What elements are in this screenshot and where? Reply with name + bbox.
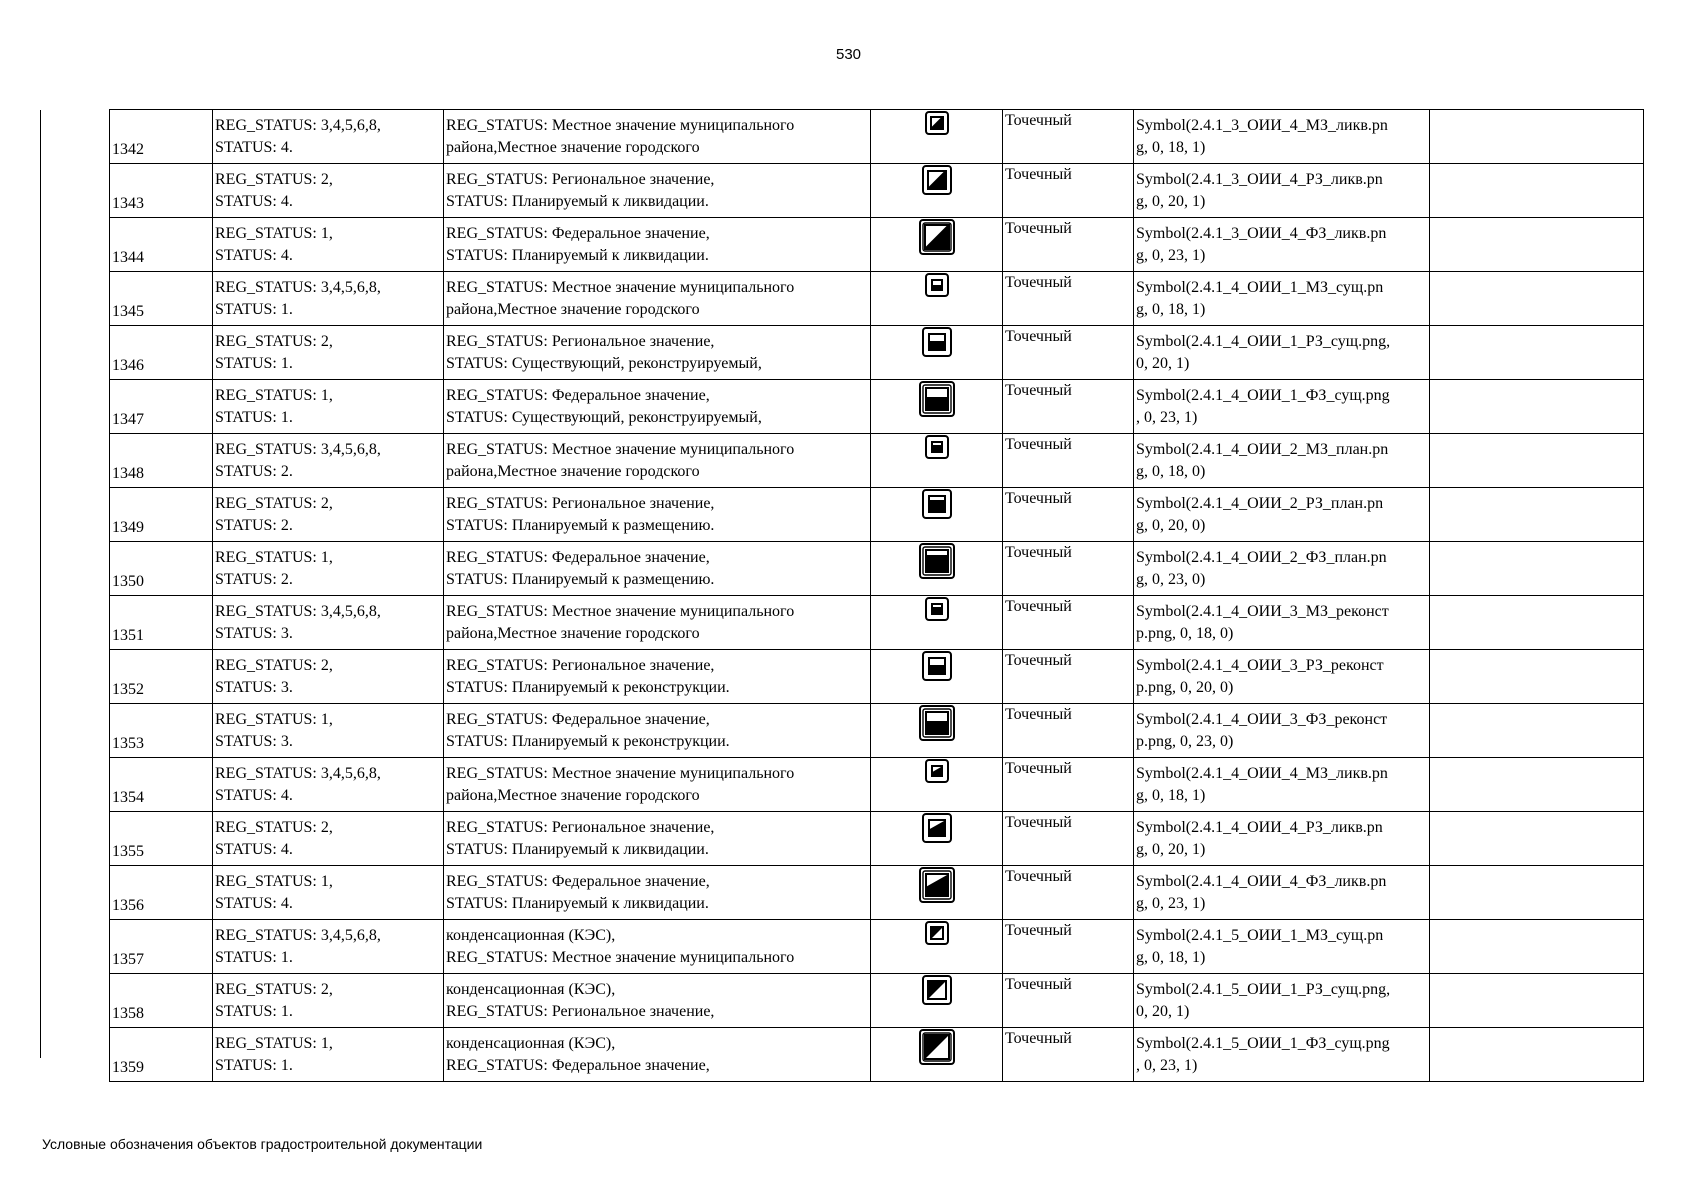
symbol-expression — [1134, 704, 1430, 758]
symbol-line-1: Symbol(2.4.1_4_ОИИ_4_РЗ_ликв.pn — [1136, 819, 1383, 836]
empty-cell — [1430, 218, 1644, 272]
symbol-expression — [1134, 272, 1430, 326]
description-line-1: REG_STATUS: Местное значение муниципального — [446, 279, 795, 296]
symbol-expression — [1134, 110, 1430, 164]
status-code-line-2: STATUS: 4. — [215, 247, 293, 264]
status-description — [444, 1028, 871, 1082]
description-line-1: REG_STATUS: Региональное значение, — [446, 819, 715, 836]
status-description — [444, 704, 871, 758]
symbol-line-1: Symbol(2.4.1_4_ОИИ_3_ФЗ_реконст — [1136, 711, 1388, 728]
symbol-line-1: Symbol(2.4.1_4_ОИИ_1_ФЗ_сущ.png — [1136, 387, 1390, 404]
empty-cell — [1430, 596, 1644, 650]
page-number: 530 — [835, 46, 862, 63]
symbol-line-2: , 0, 23, 1) — [1136, 1057, 1198, 1074]
symbol-line-1: Symbol(2.4.1_4_ОИИ_4_МЗ_ликв.pn — [1136, 765, 1388, 782]
empty-cell — [1430, 758, 1644, 812]
description-line-2: STATUS: Существующий, реконструируемый, — [446, 355, 762, 372]
square-diagonal-small-icon — [871, 110, 1003, 164]
status-description — [444, 218, 871, 272]
status-code-line-2: STATUS: 3. — [215, 733, 293, 750]
square-filled-large-icon — [871, 542, 1003, 596]
symbol-line-1: Symbol(2.4.1_5_ОИИ_1_МЗ_сущ.pn — [1136, 927, 1384, 944]
description-line-1: REG_STATUS: Местное значение муниципального — [446, 603, 795, 620]
table-row — [110, 596, 1644, 650]
symbol-line-2: р.png, 0, 20, 0) — [1136, 679, 1234, 696]
status-description — [444, 434, 871, 488]
symbol-line-2: 0, 20, 1) — [1136, 1003, 1190, 1020]
status-code-line-1: REG_STATUS: 2, — [215, 495, 333, 512]
symbol-expression — [1134, 488, 1430, 542]
symbol-line-1: Symbol(2.4.1_4_ОИИ_2_МЗ_план.pn — [1136, 441, 1389, 458]
square-half-triangle-large-icon — [871, 1028, 1003, 1082]
status-code-line-1: REG_STATUS: 1, — [215, 549, 333, 566]
symbol-expression — [1134, 650, 1430, 704]
square-filled-small-icon — [871, 596, 1003, 650]
symbol-expression — [1134, 218, 1430, 272]
status-codes — [213, 974, 444, 1028]
status-codes — [213, 542, 444, 596]
status-code-line-2: STATUS: 2. — [215, 463, 293, 480]
table-row — [110, 380, 1644, 434]
status-codes — [213, 488, 444, 542]
square-filled-band-large-icon — [871, 380, 1003, 434]
description-line-2: STATUS: Планируемый к реконструкции. — [446, 679, 730, 696]
status-codes — [213, 758, 444, 812]
empty-cell — [1430, 164, 1644, 218]
table-row — [110, 920, 1644, 974]
row-id: 1351 — [110, 596, 213, 650]
geometry-type: Точечный — [1003, 110, 1134, 164]
status-description — [444, 380, 871, 434]
symbol-line-1: Symbol(2.4.1_4_ОИИ_1_РЗ_сущ.png, — [1136, 333, 1391, 350]
square-filled-diagonal-small-icon — [871, 758, 1003, 812]
table-row — [110, 542, 1644, 596]
square-filled-band-medium-icon — [871, 650, 1003, 704]
empty-cell — [1430, 326, 1644, 380]
row-id: 1346 — [110, 326, 213, 380]
description-line-2: STATUS: Планируемый к ликвидации. — [446, 193, 709, 210]
symbol-expression — [1134, 1028, 1430, 1082]
status-code-line-1: REG_STATUS: 3,4,5,6,8, — [215, 765, 381, 782]
status-codes — [213, 866, 444, 920]
description-line-2: района,Местное значение городского — [446, 301, 700, 318]
symbol-expression — [1134, 164, 1430, 218]
symbol-expression — [1134, 920, 1430, 974]
status-code-line-2: STATUS: 2. — [215, 571, 293, 588]
geometry-type: Точечный — [1003, 164, 1134, 218]
square-filled-small-icon — [871, 434, 1003, 488]
status-code-line-1: REG_STATUS: 1, — [215, 387, 333, 404]
status-code-line-2: STATUS: 3. — [215, 679, 293, 696]
row-id: 1354 — [110, 758, 213, 812]
empty-cell — [1430, 812, 1644, 866]
description-line-2: района,Местное значение городского — [446, 787, 700, 804]
status-description — [444, 650, 871, 704]
symbol-line-2: g, 0, 20, 1) — [1136, 193, 1206, 210]
geometry-type: Точечный — [1003, 1028, 1134, 1082]
empty-cell — [1430, 380, 1644, 434]
row-id: 1344 — [110, 218, 213, 272]
square-diagonal-medium-icon — [871, 164, 1003, 218]
row-id: 1356 — [110, 866, 213, 920]
status-code-line-1: REG_STATUS: 1, — [215, 1035, 333, 1052]
symbol-line-1: Symbol(2.4.1_4_ОИИ_3_РЗ_реконст — [1136, 657, 1384, 674]
description-line-1: REG_STATUS: Местное значение муниципального — [446, 765, 795, 782]
description-line-1: REG_STATUS: Федеральное значение, — [446, 711, 710, 728]
status-code-line-2: STATUS: 1. — [215, 355, 293, 372]
symbol-expression — [1134, 866, 1430, 920]
symbol-line-1: Symbol(2.4.1_4_ОИИ_2_РЗ_план.pn — [1136, 495, 1384, 512]
status-code-line-1: REG_STATUS: 1, — [215, 225, 333, 242]
symbol-line-1: Symbol(2.4.1_4_ОИИ_2_ФЗ_план.pn — [1136, 549, 1387, 566]
symbol-line-2: g, 0, 23, 0) — [1136, 571, 1206, 588]
symbol-expression — [1134, 434, 1430, 488]
row-id: 1347 — [110, 380, 213, 434]
status-code-line-2: STATUS: 1. — [215, 1057, 293, 1074]
symbol-expression — [1134, 326, 1430, 380]
description-line-1: REG_STATUS: Федеральное значение, — [446, 387, 710, 404]
status-description — [444, 974, 871, 1028]
status-codes — [213, 272, 444, 326]
geometry-type: Точечный — [1003, 326, 1134, 380]
table-row — [110, 272, 1644, 326]
empty-cell — [1430, 866, 1644, 920]
description-line-1: конденсационная (КЭС), — [446, 981, 616, 998]
geometry-type: Точечный — [1003, 704, 1134, 758]
status-codes — [213, 650, 444, 704]
empty-cell — [1430, 542, 1644, 596]
geometry-type: Точечный — [1003, 596, 1134, 650]
description-line-2: STATUS: Планируемый к ликвидации. — [446, 247, 709, 264]
row-id: 1357 — [110, 920, 213, 974]
description-line-2: REG_STATUS: Федеральное значение, — [446, 1057, 710, 1074]
geometry-type: Точечный — [1003, 974, 1134, 1028]
symbol-line-2: g, 0, 23, 1) — [1136, 247, 1206, 264]
square-filled-band-small-icon — [871, 272, 1003, 326]
description-line-1: REG_STATUS: Федеральное значение, — [446, 225, 710, 242]
status-code-line-1: REG_STATUS: 1, — [215, 711, 333, 728]
square-half-triangle-medium-icon — [871, 974, 1003, 1028]
symbol-expression — [1134, 596, 1430, 650]
geometry-type: Точечный — [1003, 650, 1134, 704]
status-code-line-1: REG_STATUS: 3,4,5,6,8, — [215, 279, 381, 296]
empty-cell — [1430, 1028, 1644, 1082]
table-row — [110, 974, 1644, 1028]
row-id: 1352 — [110, 650, 213, 704]
status-code-line-2: STATUS: 4. — [215, 193, 293, 210]
status-codes — [213, 1028, 444, 1082]
symbol-line-1: Symbol(2.4.1_4_ОИИ_3_МЗ_реконст — [1136, 603, 1389, 620]
status-code-line-1: REG_STATUS: 3,4,5,6,8, — [215, 927, 381, 944]
geometry-type: Точечный — [1003, 272, 1134, 326]
symbol-line-2: 0, 20, 1) — [1136, 355, 1190, 372]
description-line-2: STATUS: Планируемый к реконструкции. — [446, 733, 730, 750]
status-code-line-1: REG_STATUS: 3,4,5,6,8, — [215, 117, 381, 134]
symbol-line-2: g, 0, 18, 1) — [1136, 949, 1206, 966]
empty-cell — [1430, 272, 1644, 326]
table-row — [110, 812, 1644, 866]
empty-cell — [1430, 974, 1644, 1028]
status-description — [444, 272, 871, 326]
description-line-2: REG_STATUS: Местное значение муниципального — [446, 949, 795, 966]
status-code-line-2: STATUS: 2. — [215, 517, 293, 534]
status-code-line-1: REG_STATUS: 2, — [215, 819, 333, 836]
status-code-line-2: STATUS: 4. — [215, 841, 293, 858]
symbol-line-1: Symbol(2.4.1_3_ОИИ_4_РЗ_ликв.pn — [1136, 171, 1383, 188]
table-row — [110, 866, 1644, 920]
status-code-line-2: STATUS: 1. — [215, 409, 293, 426]
row-id: 1349 — [110, 488, 213, 542]
symbol-expression — [1134, 974, 1430, 1028]
status-code-line-2: STATUS: 1. — [215, 949, 293, 966]
status-codes — [213, 704, 444, 758]
symbol-line-2: р.png, 0, 18, 0) — [1136, 625, 1234, 642]
status-code-line-1: REG_STATUS: 2, — [215, 171, 333, 188]
table-row — [110, 758, 1644, 812]
row-id: 1350 — [110, 542, 213, 596]
status-codes — [213, 164, 444, 218]
empty-cell — [1430, 704, 1644, 758]
status-codes — [213, 110, 444, 164]
table-row — [110, 650, 1644, 704]
description-line-2: STATUS: Планируемый к размещению. — [446, 571, 715, 588]
row-id: 1359 — [110, 1028, 213, 1082]
status-description — [444, 920, 871, 974]
status-code-line-1: REG_STATUS: 1, — [215, 873, 333, 890]
status-code-line-2: STATUS: 4. — [215, 895, 293, 912]
symbol-line-2: g, 0, 18, 1) — [1136, 301, 1206, 318]
status-code-line-2: STATUS: 1. — [215, 301, 293, 318]
row-id: 1353 — [110, 704, 213, 758]
description-line-1: конденсационная (КЭС), — [446, 927, 616, 944]
symbol-line-1: Symbol(2.4.1_3_ОИИ_4_ФЗ_ликв.pn — [1136, 225, 1387, 242]
description-line-1: REG_STATUS: Федеральное значение, — [446, 873, 710, 890]
square-half-triangle-small-icon — [871, 920, 1003, 974]
description-line-2: REG_STATUS: Региональное значение, — [446, 1003, 715, 1020]
row-id: 1343 — [110, 164, 213, 218]
empty-cell — [1430, 110, 1644, 164]
square-diagonal-large-icon — [871, 218, 1003, 272]
empty-cell — [1430, 434, 1644, 488]
geometry-type: Точечный — [1003, 434, 1134, 488]
geometry-type: Точечный — [1003, 920, 1134, 974]
status-codes — [213, 812, 444, 866]
symbol-line-2: g, 0, 18, 1) — [1136, 139, 1206, 156]
description-line-2: STATUS: Существующий, реконструируемый, — [446, 409, 762, 426]
table-row — [110, 110, 1644, 164]
status-codes — [213, 434, 444, 488]
status-description — [444, 326, 871, 380]
status-description — [444, 164, 871, 218]
symbol-line-2: g, 0, 23, 1) — [1136, 895, 1206, 912]
status-code-line-1: REG_STATUS: 2, — [215, 657, 333, 674]
table-row — [110, 218, 1644, 272]
description-line-2: района,Местное значение городского — [446, 625, 700, 642]
description-line-1: REG_STATUS: Региональное значение, — [446, 657, 715, 674]
empty-cell — [1430, 488, 1644, 542]
empty-cell — [1430, 920, 1644, 974]
description-line-2: STATUS: Планируемый к ликвидации. — [446, 895, 709, 912]
symbol-line-2: g, 0, 18, 0) — [1136, 463, 1206, 480]
description-line-2: STATUS: Планируемый к размещению. — [446, 517, 715, 534]
footer-caption: Условные обозначения объектов градостроительной документации — [42, 1136, 483, 1152]
status-description — [444, 488, 871, 542]
status-description — [444, 542, 871, 596]
symbol-line-2: р.png, 0, 23, 0) — [1136, 733, 1234, 750]
row-id: 1342 — [110, 110, 213, 164]
status-codes — [213, 326, 444, 380]
geometry-type: Точечный — [1003, 758, 1134, 812]
status-code-line-2: STATUS: 4. — [215, 787, 293, 804]
empty-cell — [1430, 650, 1644, 704]
description-line-2: района,Местное значение городского — [446, 139, 700, 156]
symbol-line-1: Symbol(2.4.1_4_ОИИ_1_МЗ_сущ.pn — [1136, 279, 1384, 296]
row-id: 1348 — [110, 434, 213, 488]
square-filled-medium-icon — [871, 488, 1003, 542]
description-line-1: REG_STATUS: Региональное значение, — [446, 495, 715, 512]
status-description — [444, 110, 871, 164]
geometry-type: Точечный — [1003, 218, 1134, 272]
description-line-1: REG_STATUS: Местное значение муниципального — [446, 117, 795, 134]
geometry-type: Точечный — [1003, 542, 1134, 596]
status-description — [444, 866, 871, 920]
table-row — [110, 164, 1644, 218]
status-code-line-2: STATUS: 4. — [215, 139, 293, 156]
status-code-line-2: STATUS: 1. — [215, 1003, 293, 1020]
symbol-expression — [1134, 812, 1430, 866]
status-codes — [213, 218, 444, 272]
symbol-line-2: g, 0, 20, 1) — [1136, 841, 1206, 858]
description-line-1: REG_STATUS: Региональное значение, — [446, 333, 715, 350]
status-codes — [213, 596, 444, 650]
status-description — [444, 812, 871, 866]
description-line-2: STATUS: Планируемый к ликвидации. — [446, 841, 709, 858]
square-filled-diagonal-large-icon — [871, 866, 1003, 920]
symbol-line-2: , 0, 23, 1) — [1136, 409, 1198, 426]
symbol-line-1: Symbol(2.4.1_5_ОИИ_1_РЗ_сущ.png, — [1136, 981, 1391, 998]
row-id: 1358 — [110, 974, 213, 1028]
table-row — [110, 434, 1644, 488]
symbol-line-1: Symbol(2.4.1_3_ОИИ_4_МЗ_ликв.pn — [1136, 117, 1388, 134]
square-filled-band-large-icon — [871, 704, 1003, 758]
row-id: 1345 — [110, 272, 213, 326]
square-filled-diagonal-medium-icon — [871, 812, 1003, 866]
table-row — [110, 704, 1644, 758]
description-line-2: района,Местное значение городского — [446, 463, 700, 480]
description-line-1: REG_STATUS: Федеральное значение, — [446, 549, 710, 566]
row-id: 1355 — [110, 812, 213, 866]
symbol-expression — [1134, 542, 1430, 596]
symbol-table — [109, 109, 1644, 1082]
table-row — [110, 488, 1644, 542]
description-line-1: конденсационная (КЭС), — [446, 1035, 616, 1052]
status-code-line-1: REG_STATUS: 3,4,5,6,8, — [215, 441, 381, 458]
table-row — [110, 326, 1644, 380]
status-codes — [213, 920, 444, 974]
status-code-line-2: STATUS: 3. — [215, 625, 293, 642]
status-code-line-1: REG_STATUS: 2, — [215, 981, 333, 998]
symbol-expression — [1134, 758, 1430, 812]
symbol-expression — [1134, 380, 1430, 434]
geometry-type: Точечный — [1003, 488, 1134, 542]
geometry-type: Точечный — [1003, 812, 1134, 866]
geometry-type: Точечный — [1003, 380, 1134, 434]
description-line-1: REG_STATUS: Региональное значение, — [446, 171, 715, 188]
square-filled-band-medium-icon — [871, 326, 1003, 380]
status-codes — [213, 380, 444, 434]
description-line-1: REG_STATUS: Местное значение муниципального — [446, 441, 795, 458]
status-description — [444, 758, 871, 812]
symbol-line-1: Symbol(2.4.1_5_ОИИ_1_ФЗ_сущ.png — [1136, 1035, 1390, 1052]
table-row — [110, 1028, 1644, 1082]
status-code-line-1: REG_STATUS: 3,4,5,6,8, — [215, 603, 381, 620]
geometry-type: Точечный — [1003, 866, 1134, 920]
symbol-line-1: Symbol(2.4.1_4_ОИИ_4_ФЗ_ликв.pn — [1136, 873, 1387, 890]
status-code-line-1: REG_STATUS: 2, — [215, 333, 333, 350]
symbol-line-2: g, 0, 18, 1) — [1136, 787, 1206, 804]
left-margin-rule — [40, 110, 41, 1058]
symbol-line-2: g, 0, 20, 0) — [1136, 517, 1206, 534]
status-description — [444, 596, 871, 650]
